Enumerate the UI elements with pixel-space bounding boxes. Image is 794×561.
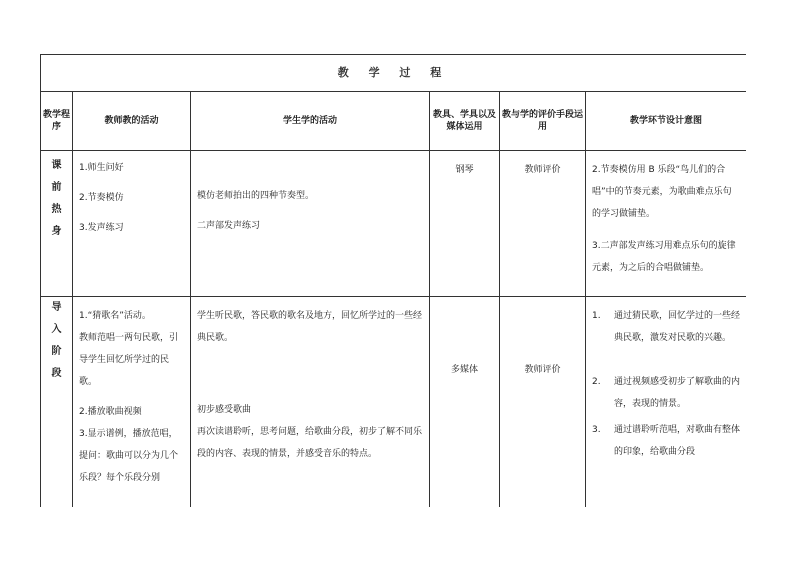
header-teacher: 教师教的活动 — [73, 92, 191, 151]
intent-cell — [586, 151, 747, 297]
header-eval: 教与学的评价手段运用 — [500, 92, 586, 151]
stage-char: 前 — [51, 182, 62, 193]
teacher-item: 3.发声练习 — [79, 223, 124, 233]
stage-warmup — [41, 151, 73, 297]
teacher-item: 1.“猜歌名”活动。 — [79, 311, 151, 321]
teacher-item: 教师范唱一两句民歌，引导学生回忆所学过的民歌。 — [79, 333, 179, 387]
intent-item: 1. 通过猜民歌，回忆学过的一些经典民歌，激发对民歌的兴趣。 — [592, 311, 741, 343]
intent-item: 3.二声部发声练习用难点乐句的旋律元素，为之后的合唱做铺垫。 — [592, 241, 736, 273]
stage-char: 段 — [51, 368, 62, 379]
student-activity — [191, 297, 430, 508]
teacher-item: 1.师生问好 — [79, 163, 124, 173]
intent-item: 2.节奏模仿用 B 乐段“鸟儿们的合唱”中的节奏元素，为歌曲难点乐句的学习做铺垫。 — [592, 165, 732, 219]
teacher-activity — [73, 151, 191, 297]
teacher-item: 2.节奏模仿 — [79, 193, 124, 203]
eval-cell: 教师评价 — [500, 297, 586, 508]
tools-cell: 多媒体 — [430, 297, 500, 508]
header-tools: 教具、学具以及媒体运用 — [430, 92, 500, 151]
teacher-item: 3.显示谱例，播放范唱，提问：歌曲可以分为几个乐段？每个乐段分别 — [79, 429, 179, 483]
student-item: 初步感受歌曲 — [197, 405, 252, 415]
intent-item: 3. 通过谱聆听范唱，对歌曲有整体的印象，给歌曲分段 — [592, 425, 741, 457]
stage-char: 阶 — [51, 346, 62, 357]
header-stage: 教学程序 — [41, 92, 73, 151]
table-row — [41, 151, 747, 297]
student-item: 模仿老师拍出的四种节奏型。 — [197, 191, 315, 201]
stage-char: 热 — [51, 204, 62, 215]
eval-cell: 教师评价 — [500, 151, 586, 297]
header-intent: 教学环节设计意图 — [586, 92, 747, 151]
tools-cell: 钢琴 — [430, 151, 500, 297]
teaching-process-table — [40, 54, 746, 507]
student-item: 再次读谱聆听，思考问题，给歌曲分段，初步了解不同乐段的内容、表现的情景，并感受音乐的特点。 — [197, 427, 423, 459]
lesson-plan-page — [40, 54, 746, 507]
intent-cell — [586, 297, 747, 508]
student-item: 学生听民歌，答民歌的歌名及地方，回忆所学过的一些经典民歌。 — [197, 311, 423, 343]
stage-char: 导 — [51, 302, 62, 313]
student-item: 二声部发声练习 — [197, 221, 261, 231]
table-title: 教 学 过 程 — [41, 55, 747, 92]
intent-item: 2. 通过视频感受初步了解歌曲的内容，表现的情景。 — [592, 377, 741, 409]
table-row — [41, 297, 747, 508]
stage-intro — [41, 297, 73, 508]
header-student: 学生学的活动 — [191, 92, 430, 151]
student-activity — [191, 151, 430, 297]
teacher-activity — [73, 297, 191, 508]
stage-char: 入 — [51, 324, 62, 335]
stage-char: 身 — [51, 226, 62, 237]
stage-char: 课 — [51, 160, 62, 171]
teacher-item: 2.播放歌曲视频 — [79, 407, 142, 417]
